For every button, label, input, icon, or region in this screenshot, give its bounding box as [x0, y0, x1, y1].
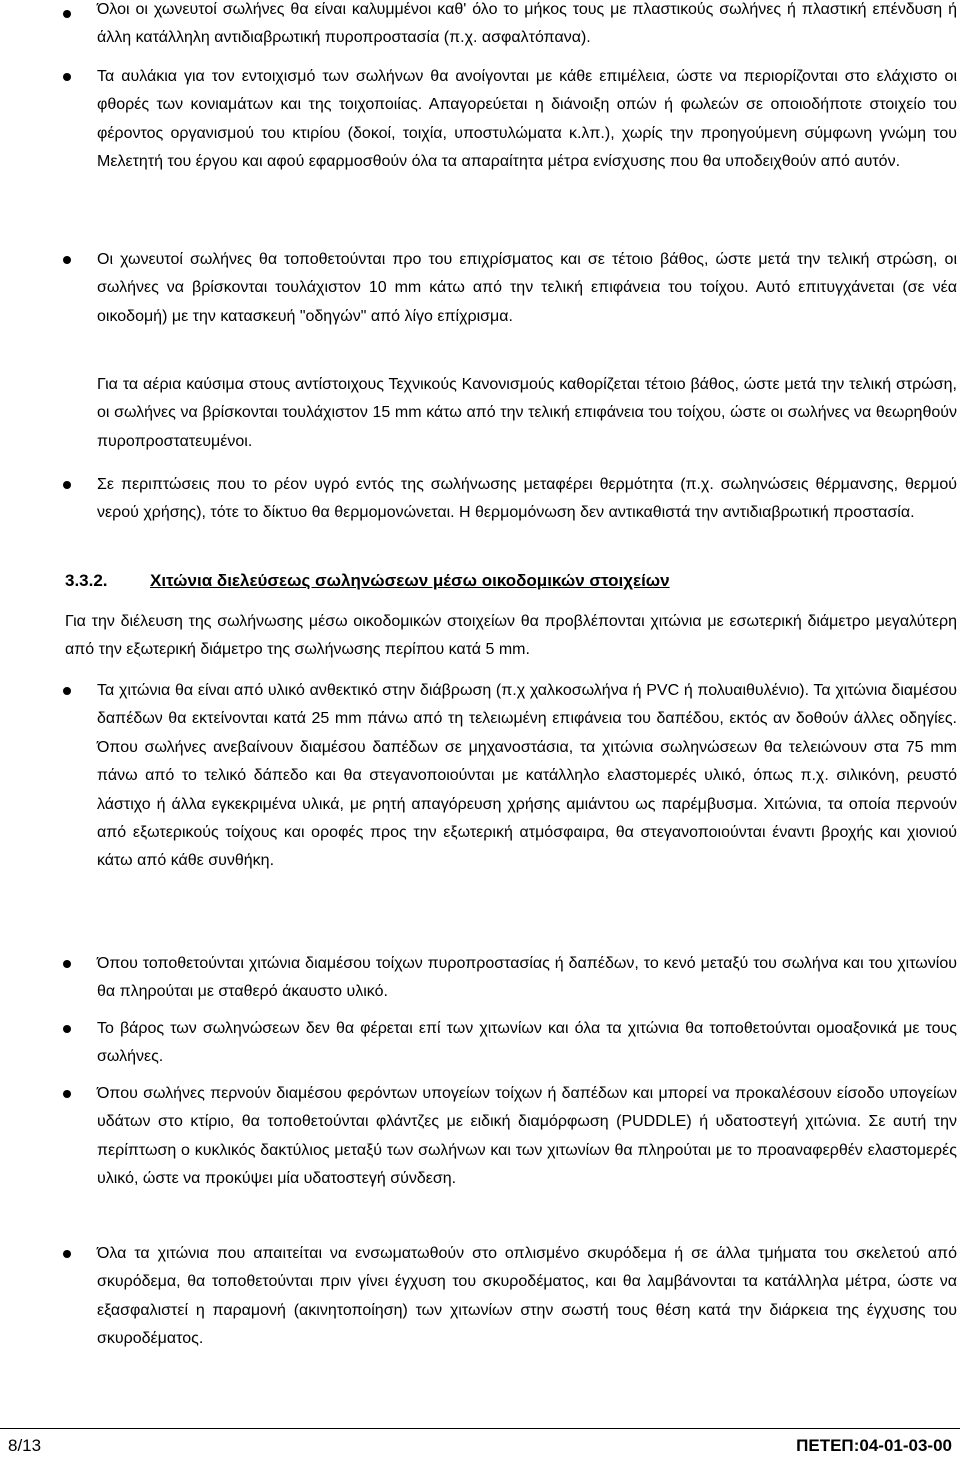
paragraph-sleeve-material: Τα χιτώνια θα είναι από υλικό ανθεκτικό στην διάβρωση (π.χ χαλκοσωλήνα ή PVC ή πολυαιθυλένιο). Τα χιτώνια διαμέσου δαπέδων θα εκτείνονται κατά 25 mm πάνω από τη τελειωμένη επιφάνεια του δαπέδου, εκτός αν δοθούν άλλες οδηγίες. Όπου σωλήνες ανεβαίνουν διαμέσου δαπέδων σε μηχανοστάσια, τα χιτώνια σωληνώσεων θα τελειώνουν στα 75 mm πάνω από το τελικό δάπεδο και θα στεγανοποιούνται με κατάλληλο ελαστομερές υλικό, όπως π.χ. σιλικόνη, ρευστό λάστιχο ή άλλα εγκεκριμένα υλικά, με ρητή απαγόρευση χρήσης αμιάντου ως παρέμβυσμα. Χιτώνια, τα οποία περνούν από εξωτερικούς τοίχους και οροφές προς την εξωτερική ατμόσφαιρα, θα στεγανοποιούνται έναντι βροχής και χιονιού κάτω από κάθε συνθήκη. [97, 682, 957, 870]
paragraph-underground-walls: Όπου σωλήνες περνούν διαμέσου φερόντων υπογείων τοίχων ή δαπέδων και μπορεί να προκαλέσουν είσοδο υπογείων υδάτων στο κτίριο, θα τοποθετούνται φλάντζες με ειδική διαμόρφωση (PUDDLE) ή υδατοστεγή χιτώνια. Σε αυτή την περίπτωση ο κυκλικός δακτύλιος μεταξύ των σωλήνων και των χιτωνίων θα πληρούται με το προαναφερθέν ελαστομερές υλικό, ώστε να προκύψει μία υδατοστεγή σύνδεση. [97, 1085, 957, 1188]
document-code: ΠΕΤΕΠ:04-01-03-00 [796, 1436, 952, 1455]
paragraph-wall-grooves: Τα αυλάκια για τον εντοιχισμό των σωλήνων θα ανοίγονται με κάθε επιμέλεια, ώστε να περιορίζονται στο ελάχιστο οι φθορές των κονιαμάτων και της τοιχοποιίας. Απαγορεύεται η διάνοιξη οπών ή φωλεών σε οποιοδήποτε στοιχείο του φέροντος οργανισμού του κτιρίου (δοκοί, τοιχία, υποστυλώματα κ.λπ.), χωρίς την προηγούμενη σύμφωνη γνώμη του Μελετητή του έργου και αφού εφαρμοσθούν όλα τα απαραίτητα μέτρα ενίσχυσης που θα υποδειχθούν από αυτόν. [97, 68, 957, 171]
section-title: Χιτώνια διελεύσεως σωληνώσεων μέσω οικοδομικών στοιχείων [150, 571, 670, 590]
bullet-dot [63, 1090, 71, 1098]
bullet-dot [63, 10, 71, 18]
bullet-dot [63, 1250, 71, 1258]
bullet-dot [63, 1025, 71, 1033]
bullet-dot [63, 73, 71, 81]
bullet-dot [63, 256, 71, 264]
paragraph-concrete-sleeves: Όλα τα χιτώνια που απαιτείται να ενσωματωθούν στο οπλισμένο σκυρόδεμα ή σε άλλα τμήματα του σκελετού από σκυρόδεμα, θα τοποθετούνται πριν γίνει έγχυση του σκυροδέματος, και θα λαμβάνονται τα κατάλληλα μέτρα, ώστε να εξασφαλιστεί η παραμονή (ακινητοποίηση) των χιτωνίων στην σωστή τους θέση κατά την διάρκεια της έγχυσης του σκυροδέματος. [97, 1245, 957, 1348]
paragraph-thermal-insulation: Σε περιπτώσεις που το ρέον υγρό εντός της σωλήνωσης μεταφέρει θερμότητα (π.χ. σωληνώσεις θέρμανσης, θερμού νερού χρήσης), τότε το δίκτυο θα θερμομονώνεται. Η θερμομόνωση δεν αντικαθιστά την αντιδιαβρωτική προστασία. [97, 476, 957, 522]
bullet-dot [63, 960, 71, 968]
bullet-dot [63, 481, 71, 489]
section-number: 3.3.2. [65, 571, 108, 590]
paragraph-fire-walls: Όπου τοποθετούνται χιτώνια διαμέσου τοίχων πυροπροστασίας ή δαπέδων, το κενό μεταξύ του σωλήνα και του χιτωνίου θα πληρούται με σταθερό άκαυστο υλικό. [97, 955, 957, 1001]
section-heading [65, 566, 670, 596]
bullet-dot [63, 687, 71, 695]
paragraph-protective-sleeve: Όλοι οι χωνευτοί σωλήνες θα είναι καλυμμένοι καθ' όλο το μήκος τους με πλαστικούς σωλήνες ή πλαστική επένδυση ή άλλη κατάλληλη αντιδιαβρωτική πυροπροστασία (π.χ. ασφαλτόπανα). [97, 1, 957, 47]
paragraph-embedded-depth: Οι χωνευτοί σωλήνες θα τοποθετούνται προ του επιχρίσματος και σε τέτοιο βάθος, ώστε μετά την τελική στρώση, οι σωλήνες να βρίσκονται τουλάχιστον 10 mm κάτω από την τελική επιφάνεια του τοίχου. Αυτό επιτυγχάνεται (σε νέα οικοδομή) με την κατασκευή "οδηγών" από λίγο επίχρισμα. [97, 251, 957, 325]
paragraph-gas-fuels: Για τα αέρια καύσιμα στους αντίστοιχους Τεχνικούς Κανονισμούς καθορίζεται τέτοιο βάθος, ώστε μετά την τελική στρώση, οι σωλήνες να βρίσκονται τουλάχιστον 15 mm κάτω από την τελική επιφάνεια του τοίχου, ώστε οι σωλήνες να θεωρηθούν πυροπροστατευμένοι. [97, 376, 957, 450]
paragraph-sleeve-load: Το βάρος των σωληνώσεων δεν θα φέρεται επί των χιτωνίων και όλα τα χιτώνια θα τοποθετούνται ομοαξονικά με τους σωλήνες. [97, 1020, 957, 1066]
footer-divider [0, 1428, 960, 1429]
page-number: 8/13 [8, 1436, 42, 1455]
paragraph-sleeve-diameter: Για την διέλευση της σωλήνωσης μέσω οικοδομικών στοιχείων θα προβλέπονται χιτώνια με εσωτερική διάμετρο μεγαλύτερη από την εξωτερική διάμετρο της σωλήνωσης περίπου κατά 5 mm. [65, 613, 957, 659]
